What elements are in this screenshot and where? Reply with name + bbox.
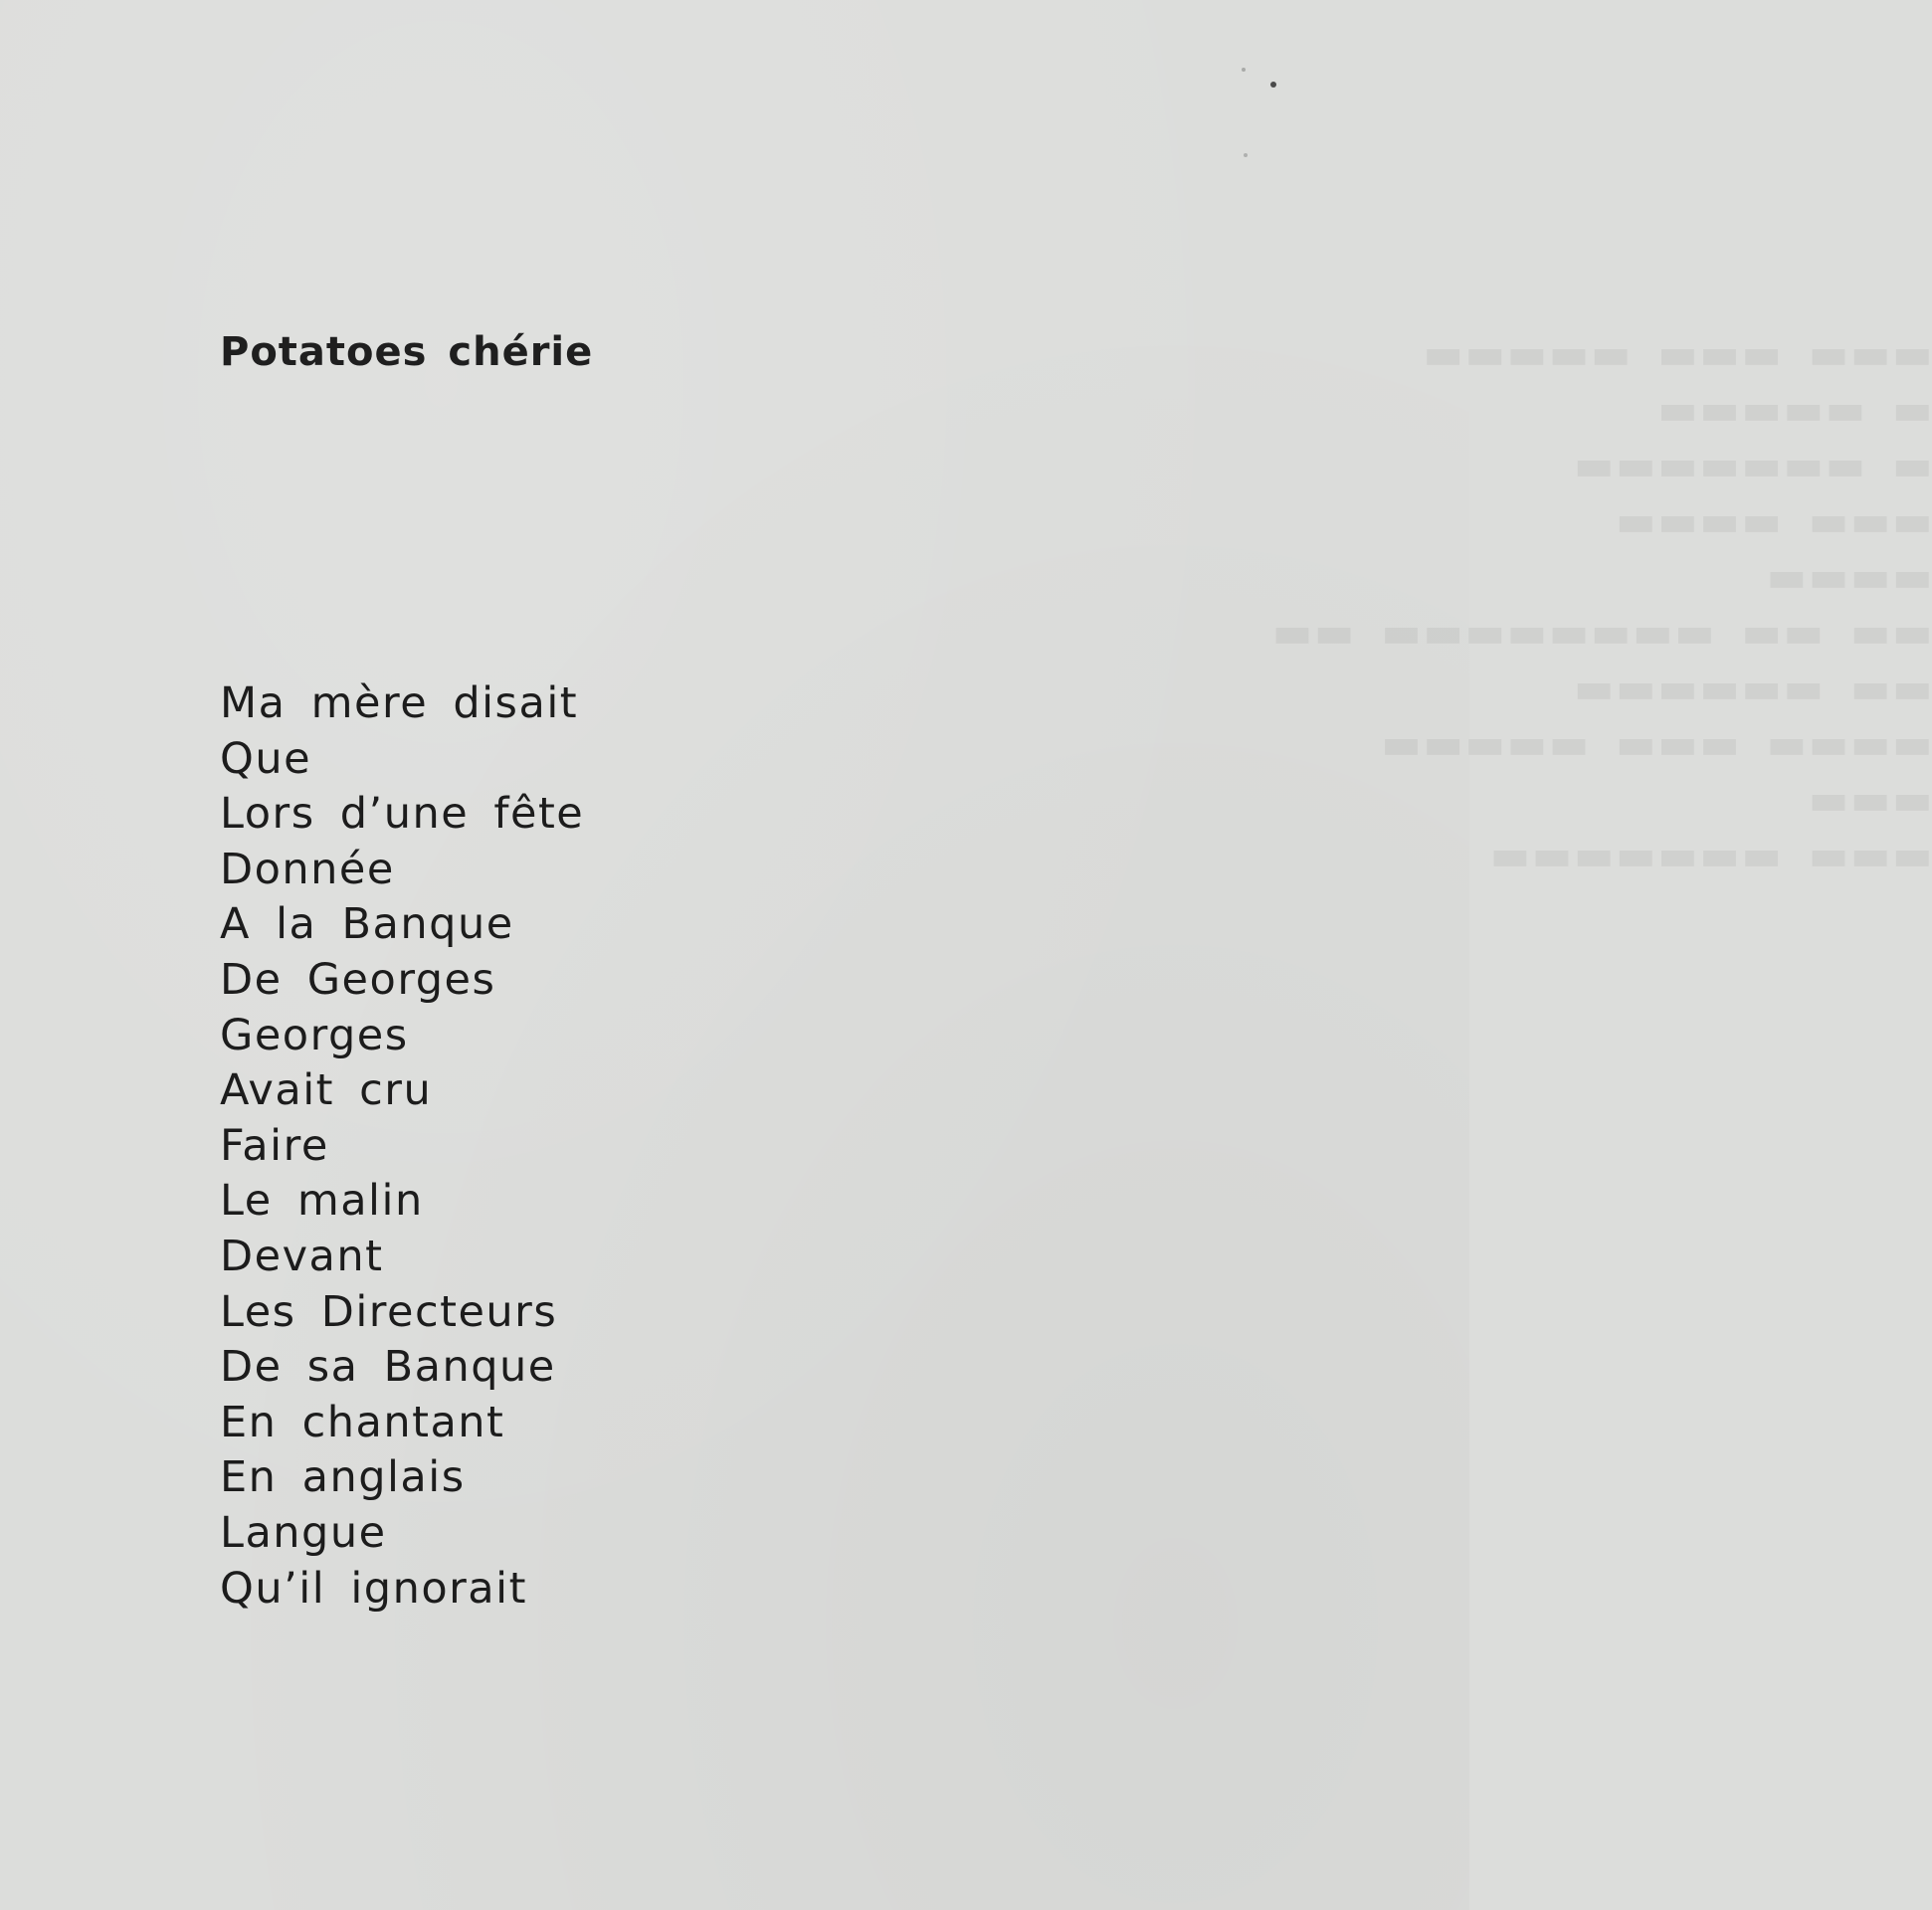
poem-line: En anglais <box>220 1452 466 1503</box>
poem-line: Les Directeurs <box>220 1286 558 1337</box>
poem-body <box>220 676 584 1617</box>
ink-speck <box>1244 153 1248 157</box>
poem-line: Donnée <box>220 844 395 894</box>
poem-line: De sa Banque <box>220 1342 556 1393</box>
poem-line: De Georges <box>220 954 496 1005</box>
ink-speck <box>1270 82 1276 88</box>
poem-line: Langue <box>220 1507 387 1558</box>
poem-line: Avait cru <box>220 1065 433 1116</box>
ink-speck <box>1242 68 1246 72</box>
poem-line: Faire <box>220 1120 329 1171</box>
poem-title: Potatoes chérie <box>220 329 594 375</box>
poem-line: Le malin <box>220 1176 424 1227</box>
show-through-text: ▬▬▬ ▬▬▬ ▬▬▬▬▬ ▬ ▬▬▬▬▬ ▬ ▬▬▬▬▬▬▬ ▬▬▬ ▬▬▬▬ ▬▬▬▬ ▬▬ ▬▬ ▬▬▬▬▬▬▬▬ ▬▬ ▬▬ ▬▬▬▬▬▬ ▬▬▬▬ ▬▬▬ ▬▬▬▬▬ ▬▬▬ ▬▬▬ ▬▬▬▬▬▬▬ <box>1270 329 1932 880</box>
poem-line: Ma mère disait <box>220 678 579 728</box>
poem-line: Lors d’une fête <box>220 789 585 840</box>
poem-line: A la Banque <box>220 899 514 950</box>
poem-line: Devant <box>220 1231 384 1281</box>
poem-line: En chantant <box>220 1397 505 1447</box>
poem-line: Georges <box>220 1010 409 1060</box>
poem-line: Que <box>220 733 312 784</box>
poem-line: Qu’il ignorait <box>220 1563 527 1614</box>
